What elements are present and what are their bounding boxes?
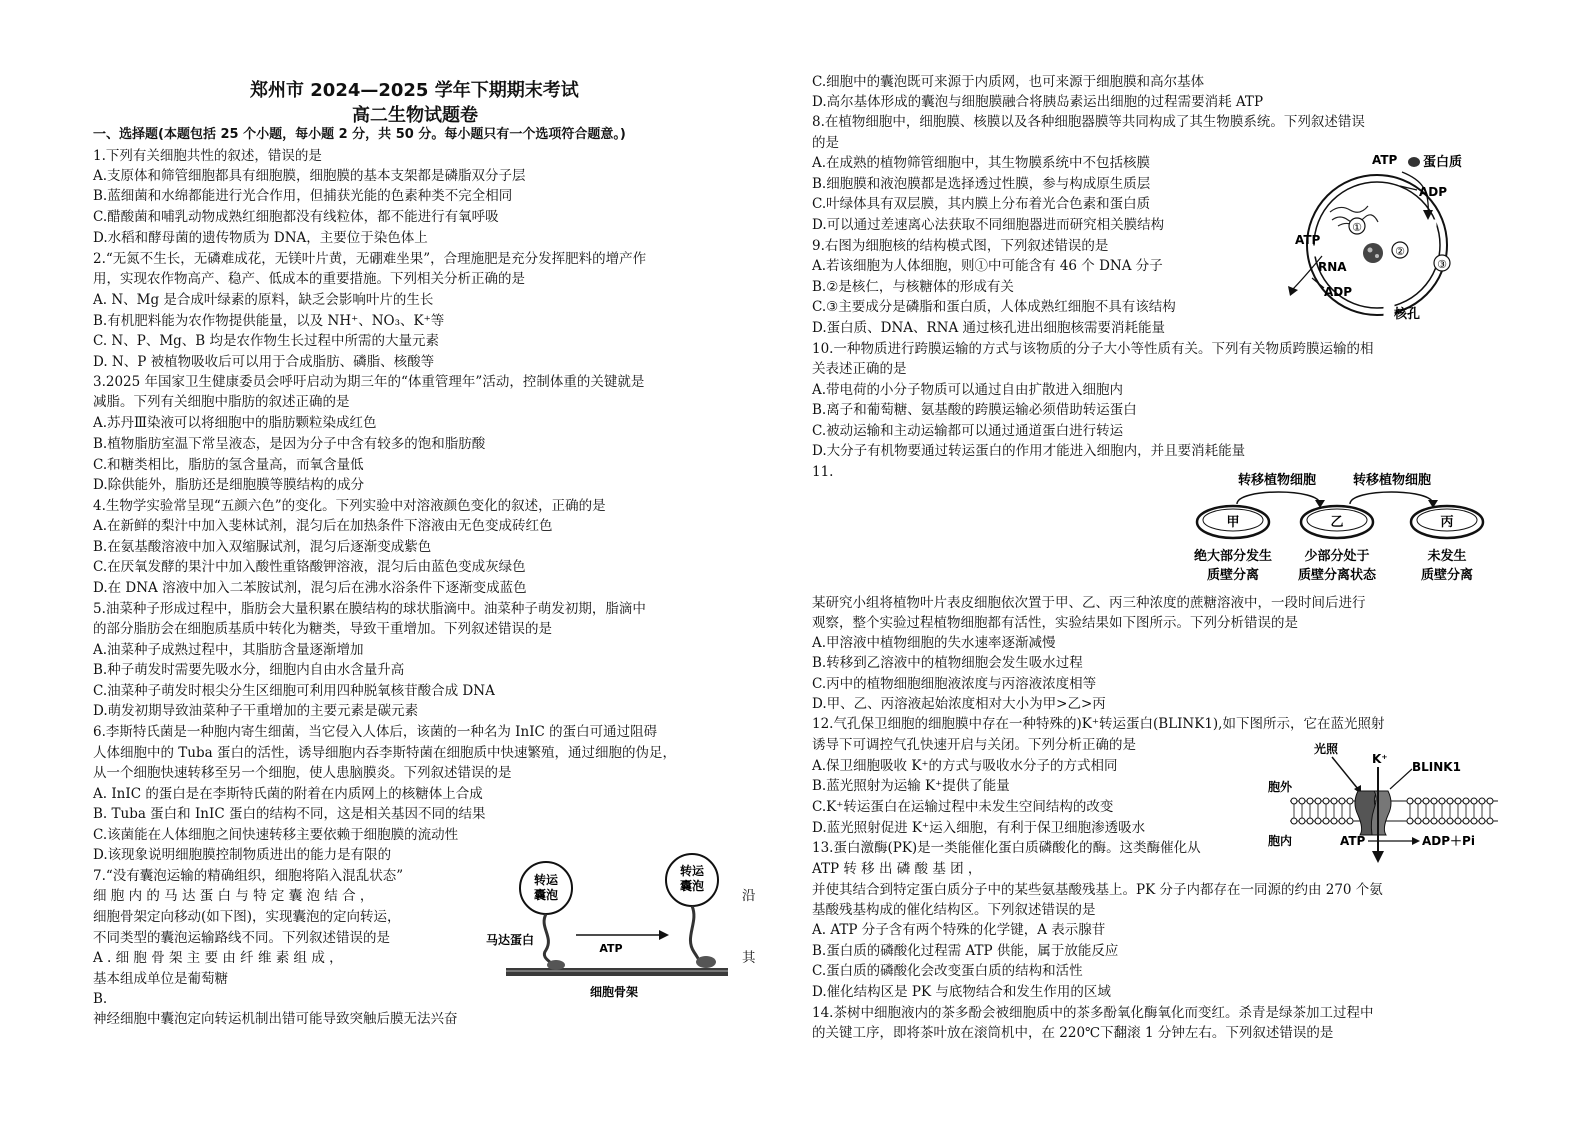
question-line: D.大分子有机物要通过转运蛋白的作用才能进入细胞内，并且要消耗能量	[812, 443, 1246, 459]
label-3: ③	[1437, 258, 1447, 271]
question-line: D.该现象说明细胞膜控制物质进出的能力是有限的	[93, 847, 392, 863]
question-line: A.在成熟的植物筛管细胞中，其生物膜系统中不包括核膜	[812, 155, 1151, 171]
question-line: 细胞骨架定向移动(如下图)，实现囊泡的定向转运，	[93, 909, 401, 925]
question-line: 5.油菜种子形成过程中，脂肪会大量积累在膜结构的球状脂滴中。油菜种子萌发初期，脂滴中	[93, 601, 646, 617]
question-line: 并使其结合到特定蛋白质分子中的某些氨基酸残基上。PK 分子内都存在一同源的约由 270 个氨	[812, 882, 1383, 898]
motor-foot-left	[547, 960, 565, 970]
vesicle-label-right: 转运	[679, 864, 705, 878]
question-line: 的部分脂肪会在细胞质基质中转化为糖类，导致干重增加。下列叙述错误的是	[93, 621, 552, 637]
question-line: C.③主要成分是磷脂和蛋白质，人体成熟红细胞不具有该结构	[812, 299, 1176, 315]
question-line: 不同类型的囊泡运输路线不同。下列叙述错误的是	[93, 930, 390, 946]
question-line: 10.一种物质进行跨膜运输的方式与该物质的分子大小等性质有关。下列有关物质跨膜运输的相	[812, 341, 1374, 357]
motor-stalk-right	[690, 906, 702, 964]
question-line: B.蓝细菌和水绵都能进行光合作用，但捕获光能的色素种类不完全相同	[93, 188, 513, 204]
question-line: 减脂。下列有关细胞中脂肪的叙述正确的是	[93, 394, 350, 410]
question-line: B.细胞膜和液泡膜都是选择透过性膜，参与构成原生质层	[812, 176, 1151, 192]
question-line: 9.右图为细胞核的结构模式图，下列叙述错误的是	[812, 238, 1109, 254]
svg-text:囊泡: 囊泡	[679, 879, 705, 893]
light-arrow	[1332, 757, 1358, 789]
atp-top-label: ATP	[1372, 153, 1398, 167]
blink-label: BLINK1	[1412, 760, 1461, 774]
question-line: C. N、P、Mg、B 均是农作物生长过程中所需的大量元素	[93, 333, 440, 349]
vesicle-label-left: 转运	[533, 873, 559, 887]
question-line: 3.2025 年国家卫生健康委员会呼吁启动为期三年的“体重管理年”活动，控制体重的关键就是	[93, 374, 645, 390]
question-line: B.植物脂肪室温下常呈液态，是因为分子中含有较多的饱和脂肪酸	[93, 436, 486, 452]
rna-label: RNA	[1318, 260, 1347, 274]
exam-subtitle: 高二生物试题卷	[352, 105, 478, 126]
question-line: D.蛋白质、DNA、RNA 通过核孔进出细胞核需要消耗能量	[812, 320, 1166, 336]
question-line: B.	[93, 991, 108, 1007]
label-2: ②	[1395, 245, 1405, 258]
motor-foot-right	[696, 956, 716, 968]
question-line: 从一个细胞快速转移至另一个细胞，使人患脑膜炎。下列叙述错误的是	[93, 765, 512, 781]
atp-left-label: ATP	[1295, 233, 1321, 247]
question-line: B.有机肥料能为农作物提供能量，以及 NH⁺、NO₃、K⁺等	[93, 313, 445, 329]
adp-top-label: ADP	[1419, 185, 1448, 199]
question-line: C.被动运输和主动运输都可以通过通道蛋白进行转运	[812, 423, 1124, 439]
label-yi: 乙	[1330, 515, 1344, 530]
question-line: A. InIC 的蛋白是在李斯特氏菌的附着在内质网上的核糖体上合成	[93, 786, 483, 802]
caption-yi-2: 质壁分离状态	[1297, 568, 1377, 583]
transfer-label-1: 转移植物细胞	[1237, 473, 1317, 488]
question-line: 诱导下可调控气孔快速开启与关闭。下列分析正确的是	[812, 737, 1136, 753]
question-line: C.在厌氧发酵的果汁中加入酸性重铬酸钾溶液，混匀后由蓝色变成灰绿色	[93, 559, 526, 575]
question-line: A. ATP 分子含有两个特殊的化学键，A 表示腺苷	[812, 922, 1106, 938]
vesicle-transport-figure	[484, 852, 739, 1000]
question-line: 细 胞 内 的 马 达 蛋 白 与 特 定 囊 泡 结 合 ，	[93, 888, 374, 904]
question-line: D.高尔基体形成的囊泡与细胞膜融合将胰岛素运出细胞的过程需要消耗 ATP	[812, 94, 1264, 110]
section-heading: 一、选择题(本题包括 25 个小题，每小题 2 分，共 50 分。每小题只有一个选项符合题意。)	[93, 127, 626, 142]
question-line: A.苏丹Ⅲ染液可以将细胞中的脂肪颗粒染成红色	[93, 415, 377, 431]
question-line: C.蛋白质的磷酸化会改变蛋白质的结构和活性	[812, 963, 1083, 979]
question-line: A.支原体和筛管细胞都具有细胞膜，细胞膜的基本支架都是磷脂双分子层	[93, 168, 526, 184]
nuclear-pore-gap	[1428, 220, 1436, 234]
transfer-label-2: 转移植物细胞	[1352, 473, 1432, 488]
question-line: B.蓝光照射为运输 K⁺提供了能量	[812, 778, 1010, 794]
question-line: 1.下列有关细胞共性的叙述，错误的是	[93, 148, 322, 164]
label-1: ①	[1352, 221, 1362, 234]
plasmolysis-figure	[1185, 468, 1485, 588]
question-line: 12.气孔保卫细胞的细胞膜中存在一种特殊的)K⁺转运蛋白(BLINK1),如下图所示，它在蓝光照射	[812, 716, 1385, 732]
motor-label: 马达蛋白	[486, 933, 535, 947]
inside-label: 胞内	[1268, 834, 1293, 848]
question-line: D.水稻和酵母菌的遗传物质为 DNA，主要位于染色体上	[93, 230, 428, 246]
question-line: A.带电荷的小分子物质可以通过自由扩散进入细胞内	[812, 382, 1124, 398]
blink1-channel-figure	[1262, 737, 1502, 867]
question-line: A.甲溶液中植物细胞的失水速率逐渐减慢	[812, 635, 1056, 651]
q7-trailing-char: 其	[742, 950, 756, 966]
transfer-arrow-2	[1350, 492, 1433, 504]
question-line: 某研究小组将植物叶片表皮细胞依次置于甲、乙、丙三种浓度的蔗糖溶液中，一段时间后进行	[812, 595, 1366, 611]
question-line: D.甲、乙、丙溶液起始浓度相对大小为甲>乙>丙	[812, 696, 1106, 712]
question-line: B.转移到乙溶液中的植物细胞会发生吸水过程	[812, 655, 1083, 671]
svg-text:囊泡: 囊泡	[533, 888, 559, 902]
question-line: C.该菌能在人体细胞之间快速转移主要依赖于细胞膜的流动性	[93, 827, 459, 843]
caption-bing-2: 质壁分离	[1420, 568, 1474, 583]
question-line: C.叶绿体具有双层膜，其内膜上分布着光合色素和蛋白质	[812, 196, 1151, 212]
question-line: 基酸残基构成的催化结构区。下列叙述错误的是	[812, 902, 1096, 918]
caption-yi-1: 少部分处于	[1304, 549, 1370, 564]
question-line: D.可以通过差速离心法获取不同细胞器进而研究相关膜结构	[812, 217, 1165, 233]
skeleton-label: 细胞骨架	[589, 985, 639, 999]
question-line: 人体细胞中的 Tuba 蛋白的活性，诱导细胞内吞李斯特菌在细胞质中快速繁殖，通过细胞的伪足，	[93, 745, 676, 761]
exam-title: 郑州市 2024—2025 学年下期期末考试	[250, 80, 579, 101]
question-line: 的关键工序，即将茶叶放在滚筒机中，在 220℃下翻滚 1 分钟左右。下列叙述错误的是	[812, 1025, 1334, 1041]
question-line: B.离子和葡萄糖、氨基酸的跨膜运输必须借助转运蛋白	[812, 402, 1137, 418]
question-line: D.催化结构区是 PK 与底物结合和发生作用的区域	[812, 984, 1111, 1000]
question-line: C.醋酸菌和哺乳动物成熟红细胞都没有线粒体，都不能进行有氧呼吸	[93, 209, 499, 225]
q7-trailing-char: 沿	[742, 888, 756, 904]
question-line: C.细胞中的囊泡既可来源于内质网，也可来源于细胞膜和高尔基体	[812, 74, 1205, 90]
question-line: D. N、P 被植物吸收后可以用于合成脂肪、磷脂、核酸等	[93, 354, 435, 370]
caption-jia-2: 质壁分离	[1206, 568, 1260, 583]
question-line: 14.茶树中细胞液内的茶多酚会被细胞质中的茶多酚氧化酶氧化而变红。杀青是绿茶加工过程中	[812, 1005, 1374, 1021]
question-line: C.油菜种子萌发时根尖分生区细胞可利用四种脱氧核苷酸合成 DNA	[93, 683, 495, 699]
question-line: 的是	[812, 135, 839, 151]
adp-bottom-label: ADP	[1324, 285, 1353, 299]
atp-label: ATP	[599, 942, 623, 955]
question-line: D.蓝光照射促进 K⁺运入细胞，有利于保卫细胞渗透吸水	[812, 820, 1146, 836]
nuclear-pore-gap	[1384, 302, 1394, 316]
question-line: B. Tuba 蛋白和 InIC 蛋白的结构不同，这是相关基因不同的结果	[93, 806, 486, 822]
question-line: 13.蛋白激酶(PK)是一类能催化蛋白质磷酸化的酶。这类酶催化从	[812, 840, 1201, 856]
nucleolus	[1363, 243, 1383, 263]
question-line: A. N、Mg 是合成叶绿素的原料，缺乏会影响叶片的生长	[93, 292, 434, 308]
atp-label: ATP	[1340, 834, 1366, 848]
pore-label: 核孔	[1394, 307, 1421, 322]
question-line: 用，实现农作物高产、稳产、低成本的重要措施。下列相关分析正确的是	[93, 271, 525, 287]
question-line: C.K⁺转运蛋白在运输过程中未发生空间结构的改变	[812, 799, 1114, 815]
transfer-arrow-1	[1237, 492, 1320, 504]
question-line: 8.在植物细胞中，细胞膜、核膜以及各种细胞器膜等共同构成了其生物膜系统。下列叙述错误	[812, 114, 1365, 130]
question-line: 11.	[812, 464, 834, 480]
question-line: D.萌发初期导致油菜种子干重增加的主要元素是碳元素	[93, 703, 419, 719]
motor-stalk-left	[544, 914, 554, 966]
question-line: C.丙中的植物细胞细胞液浓度与丙溶液浓度相等	[812, 676, 1097, 692]
question-line: B.在氨基酸溶液中加入双缩脲试剂，混匀后逐渐变成紫色	[93, 539, 432, 555]
question-line: 2.“无氮不生长，无磷难成花，无镁叶片黄，无硼难坐果”，合理施肥是充分发挥肥料的增产作	[93, 251, 647, 267]
question-line: 6.李斯特氏菌是一种胞内寄生细菌，当它侵入人体后，该菌的一种名为 InIC 的蛋白可通过阻碍	[93, 724, 658, 740]
k-ion-label: K⁺	[1372, 752, 1388, 766]
question-line: B.②是核仁，与核糖体的形成有关	[812, 279, 1014, 295]
phospholipid-tails	[1294, 804, 1490, 818]
outside-label: 胞外	[1268, 780, 1293, 794]
question-line: A.保卫细胞吸收 K⁺的方式与吸收水分子的方式相同	[812, 758, 1118, 774]
question-line: 基本组成单位是葡萄糖	[93, 971, 228, 987]
question-line: C.和糖类相比，脂肪的氢含量高，而氧含量低	[93, 457, 364, 473]
question-line: 关表述正确的是	[812, 361, 907, 377]
question-line: ATP 转 移 出 磷 酸 基 团 ，	[812, 861, 982, 877]
question-line: D.在 DNA 溶液中加入二苯胺试剂，混匀后在沸水浴条件下逐渐变成蓝色	[93, 580, 527, 596]
nucleus-structure-figure	[1282, 150, 1482, 328]
light-label: 光照	[1314, 742, 1339, 756]
question-line: B.蛋白质的磷酸化过程需 ATP 供能，属于放能反应	[812, 943, 1119, 959]
caption-bing-1: 未发生	[1427, 549, 1467, 564]
question-line: B.种子萌发时需要先吸水分，细胞内自由水含量升高	[93, 662, 405, 678]
question-line: A.油菜种子成熟过程中，其脂肪含量逐渐增加	[93, 642, 364, 658]
protein-label: 蛋白质	[1423, 155, 1463, 170]
protein-blob	[1408, 157, 1420, 167]
question-line: A . 细 胞 骨 架 主 要 由 纤 维 素 组 成 ，	[93, 950, 343, 966]
label-jia: 甲	[1226, 515, 1240, 530]
question-line: 4.生物学实验常呈现“五颜六色”的变化。下列实验中对溶液颜色变化的叙述，正确的是	[93, 498, 606, 514]
question-line: A.在新鲜的梨汁中加入斐林试剂，混匀后在加热条件下溶液由无色变成砖红色	[93, 518, 553, 534]
phospholipid-heads	[1291, 798, 1493, 824]
question-line: A.若该细胞为人体细胞，则①中可能含有 46 个 DNA 分子	[812, 258, 1163, 274]
question-line: D.除供能外，脂肪还是细胞膜等膜结构的成分	[93, 477, 365, 493]
adp-pi-label: ADP＋Pi	[1422, 834, 1475, 848]
label-bing: 丙	[1440, 515, 1454, 530]
question-line: 观察，整个实验过程植物细胞都有活性，实验结果如下图所示。下列分析错误的是	[812, 615, 1298, 631]
question-line: 7.“没有囊泡运输的精确组织，细胞将陷入混乱状态”	[93, 868, 404, 884]
caption-jia-1: 绝大部分发生	[1193, 549, 1273, 564]
question-line: 神经细胞中囊泡定向转运机制出错可能导致突触后膜无法兴奋	[93, 1011, 458, 1027]
nuclear-pore-gap	[1310, 246, 1324, 256]
